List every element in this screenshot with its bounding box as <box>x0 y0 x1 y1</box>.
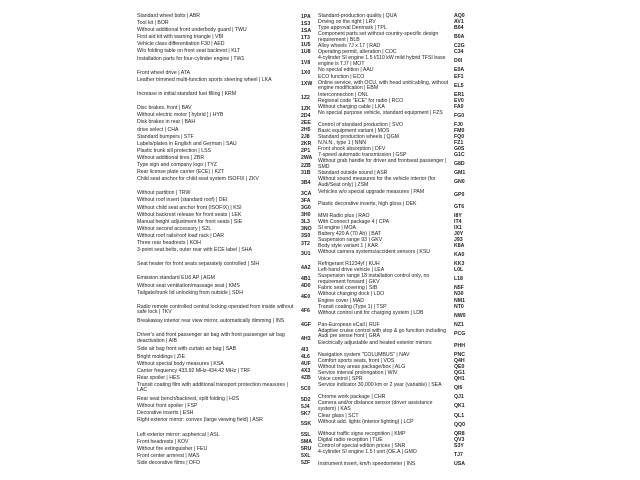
option-description: Without child seat anchor front (ISOFIX) | KSI <box>137 204 242 211</box>
option-code: 5MA <box>301 439 312 446</box>
option-description: Without additional tires | ZBR <box>137 154 205 161</box>
option-code: NM1 <box>454 297 465 304</box>
option-code: 4F6 <box>301 307 310 314</box>
option-description: Without add. lights (interior lighting) | LCP <box>318 418 414 425</box>
option-code: J0Y <box>454 230 464 237</box>
option-code: 1PA <box>301 13 311 20</box>
option-description: Control of standard production | SVO <box>318 121 403 128</box>
option-code: 2H5 <box>301 127 311 134</box>
option-description: Breakaway interior rear view mirror, automatically dimming | INS <box>137 318 285 325</box>
option-description: Suspension range 18 installation control only, no requirement forward | GKV <box>318 273 430 285</box>
option-code: 2P1 <box>301 148 311 155</box>
option-description: Battery 420 A (70 Ah) | BAT <box>318 230 381 237</box>
option-code: 1X0 <box>301 70 311 77</box>
option-description: Without roof insert (standard roof) | DEI <box>137 197 228 204</box>
option-description: Without charging dock | LDO <box>318 291 385 298</box>
option-code: 3FA <box>301 197 311 204</box>
option-description: Control of special edition prices | SNR <box>318 442 406 449</box>
option-description: Standard production wheels | QGM <box>318 134 399 141</box>
option-description: Without front spoiler | FSP <box>137 403 198 410</box>
option-description: 3-point seat belts, outer rear with ECE label | SHA <box>137 247 252 254</box>
option-description: Component parts set without country-specific design requirement | BLB <box>318 31 439 43</box>
option-description: Installation parts for four-cylinder engine | TW1 <box>137 55 245 62</box>
option-code: 3L3 <box>301 219 310 226</box>
option-description: Clear glass | SCT <box>318 412 359 419</box>
option-description: Labels/plates in English and German | SAU <box>137 140 237 147</box>
option-description: Tool kit | BOR <box>137 20 169 27</box>
option-code: K8A <box>454 243 465 250</box>
option-code: PNC <box>454 352 465 358</box>
option-description: Radio remote controlled central locking operated from inside without safe lock | TKV <box>137 303 294 316</box>
option-code: FA0 <box>454 103 464 110</box>
option-code: I8Y <box>454 212 462 219</box>
option-code: L0L <box>454 267 464 274</box>
option-description: Standard outside sound | ASR <box>318 170 388 177</box>
option-description: Front wheel drive | ATA <box>137 69 191 76</box>
option-description: Operating permit, alteration | COC <box>318 49 397 56</box>
option-code: IT4 <box>454 218 462 225</box>
option-code: 4D0 <box>301 283 311 290</box>
option-description: Rear seat bench/backrest, split folding | H2S <box>137 396 240 403</box>
option-description: Without roof rails/roof load rack | DAR <box>137 232 224 239</box>
option-code: QR8 <box>454 430 465 437</box>
option-code: 5XL <box>301 453 311 460</box>
option-description: Camera and/or distance sensor (driver assistance system) | KAS <box>318 400 433 412</box>
option-description: Vehicle class differentiation F30 | AED <box>137 41 225 48</box>
option-code: J93 <box>454 236 463 243</box>
option-code: D0I <box>454 58 463 65</box>
option-code: 5ZF <box>301 460 311 467</box>
option-code: 3CA <box>301 190 312 197</box>
option-description: Regional code "ECE" for radio | RCO <box>318 97 404 104</box>
option-description: Without sound measures for the vehicle interior (for Audi/Seat only) | ZSM <box>318 176 436 189</box>
option-code: S3Y <box>454 442 464 449</box>
option-code: 1T3 <box>301 34 310 41</box>
option-description: Plastic trunk sill protection | LSS <box>137 147 212 154</box>
option-code: FJ0 <box>454 121 463 128</box>
option-description: Side air bag front with curtain air bag | SAB <box>137 346 237 353</box>
option-code: NZ1 <box>454 321 464 328</box>
option-code: QV3 <box>454 436 465 443</box>
option-description: Electrically adjustable and heated exterior mirrors <box>318 339 432 346</box>
option-code: N30 <box>454 291 464 298</box>
option-description: Driver's and front passenger air bag with front passenger air bag deactivation | AIB <box>137 332 285 344</box>
option-description: Disc brakes, front | BAV <box>137 105 192 112</box>
option-code: 1S3 <box>301 20 311 27</box>
option-code: 5K7 <box>301 410 311 417</box>
option-description: Adaptive cruise control with stop & go function including Audi pre sense front | GRA <box>318 327 447 340</box>
option-description: Digital radio reception | TUE <box>318 436 383 443</box>
option-description: Right exterior mirror: convex (large viewing field) | ASR <box>137 417 263 424</box>
option-description: MMI Radio plus | RAO <box>318 212 370 219</box>
option-code: 5C0 <box>301 385 311 392</box>
option-description: Transit coating film with additional transport protection measures | LAC <box>137 381 288 394</box>
option-code: 4B1 <box>301 276 311 283</box>
option-description: Seat heater for front seats separately controlled | SIH <box>137 261 260 268</box>
option-description: Driving on the right | LRV <box>318 19 376 26</box>
option-description: Basic equipment variant | MOS <box>318 128 390 134</box>
option-code: 4A2 <box>301 265 311 272</box>
option-code: G8D <box>454 161 465 168</box>
option-code: 5D2 <box>301 396 311 403</box>
option-description: Without electric motor [ hybrid ] | HYB <box>137 112 224 119</box>
option-description: Without camera systems/accident sensors | KSU <box>318 249 431 256</box>
option-description: Tailgate/trunk lid unlocking from outside | SDH <box>137 289 244 296</box>
option-code: 4I3 <box>301 346 309 353</box>
option-code: Q4H <box>454 358 465 365</box>
option-code: 2KR <box>301 141 312 148</box>
option-code: 4GF <box>301 322 312 329</box>
option-code: 3U1 <box>301 251 311 258</box>
option-description: Front center armrest | MAS <box>137 452 200 459</box>
option-description: Alloy wheels 7J x 17 | RAD <box>318 43 381 50</box>
option-description: Increase in initial standard fuel filling | KRM <box>137 91 237 98</box>
option-description: Without seat ventilation/massage seat | KMS <box>137 282 240 289</box>
option-code: 3S0 <box>301 233 311 240</box>
option-description: Child seat anchor for child seat system ISOFIX | ZKV <box>137 176 259 183</box>
option-description: Body style variant 1 | KAR <box>318 243 379 250</box>
option-code: 4ZB <box>301 375 311 382</box>
option-description: Navigation system "COLUMBUS" | NAV <box>318 351 410 358</box>
option-code: E0A <box>454 67 465 74</box>
option-code: EF1 <box>454 73 464 80</box>
option-code: N5F <box>454 285 464 292</box>
option-description: Side decorative films | DFO <box>137 459 201 466</box>
option-description: Service interval prolongation | WIV <box>318 370 398 377</box>
option-description: Disk brakes in rear | BAH <box>137 119 196 126</box>
option-description: Standard bumpers | STF <box>137 133 194 140</box>
option-description: Without control unit for charging system | LDB <box>318 309 424 316</box>
option-description: No special edition | AAU <box>318 67 374 74</box>
option-description: Leather trimmed multi-function sports steering wheel | LKA <box>137 76 272 83</box>
option-code: C34 <box>454 49 464 56</box>
option-code: EL5 <box>454 82 464 89</box>
option-code: 4X3 <box>301 368 311 375</box>
option-code: G0S <box>454 146 465 153</box>
option-description: Engine cover | MAD <box>318 297 365 304</box>
option-code: QK1 <box>454 403 465 410</box>
option-code: 3H0 <box>301 212 311 219</box>
option-code: USA <box>454 460 465 467</box>
option-code: FG0 <box>454 112 465 119</box>
option-description: Without second accessory | SZL <box>137 225 212 232</box>
option-code: GP0 <box>454 191 465 198</box>
option-code: 2ZB <box>301 162 311 169</box>
option-description: drive select | CHA <box>137 126 179 133</box>
option-description: With Connect package 4 | CPA <box>318 218 390 225</box>
option-description: Standard-production quality | QUA <box>318 13 397 19</box>
option-code: AQ0 <box>454 13 465 20</box>
option-code: EV0 <box>454 97 464 104</box>
option-description: Suspension range 93 | GKV <box>318 236 383 243</box>
option-description: Bright moldings | ZIE <box>137 353 186 360</box>
option-code: 1ZK <box>301 105 311 112</box>
option-code: PHH <box>454 342 465 349</box>
option-description: Three rear headrests | KOH <box>137 240 201 246</box>
option-code: 5SK <box>301 421 312 428</box>
option-code: 5J4 <box>301 403 310 410</box>
option-description: ECO function | ECO <box>318 73 365 80</box>
option-description: Without partition | TRW <box>137 190 191 197</box>
option-code: QL1 <box>454 412 465 419</box>
option-description: N.N.N., type 1 | NNN <box>318 140 367 147</box>
option-code: 1Z2 <box>301 95 310 102</box>
option-description: Online service, with OCU, with head unit/cabling, without engine modification | EBM <box>318 79 449 92</box>
option-description: Vehicles w/o special upgrade measures | PAM <box>318 188 425 195</box>
option-description: Instrument insert, km/h speedometer | INS <box>318 460 416 467</box>
option-description: Refrigerant R1234yf | KUH <box>318 261 380 268</box>
option-code: KK3 <box>454 261 465 268</box>
option-description: Manual height adjustment for front seats | SIE <box>137 218 243 225</box>
option-code: AV1 <box>454 19 464 26</box>
option-code: IX1 <box>454 224 462 231</box>
option-code: 1U5 <box>301 41 311 48</box>
option-code: NW0 <box>454 312 466 319</box>
option-description: Plastic decorative inserts, high gloss | DEK <box>318 200 417 207</box>
option-code: 2D4 <box>301 112 311 119</box>
option-code: TJ7 <box>454 451 463 458</box>
option-code: 2EE <box>301 119 311 126</box>
option-description: SI engine | MOA <box>318 224 356 231</box>
option-code: 1XW <box>301 80 313 87</box>
option-code: 1SA <box>301 27 312 34</box>
option-code: 3B4 <box>301 180 311 187</box>
option-description: Front shock absorption | DFV <box>318 146 386 153</box>
option-code: QJ1 <box>454 394 464 401</box>
option-description: Type sign and company logo | TYZ <box>137 161 217 168</box>
option-description: 7-speed automatic transmission | GSP <box>318 152 407 159</box>
option-code: 3G0 <box>301 205 311 212</box>
option-description: Rear license plate carrier (ECE) | KZT <box>137 169 225 176</box>
option-code: 3T2 <box>301 240 310 247</box>
option-description: Without special body measures | KSA <box>137 360 224 367</box>
option-code: 1U8 <box>301 49 311 56</box>
option-description: Interconnection | ONL <box>318 91 369 98</box>
option-description: Decorative inserts | ESH <box>137 410 194 417</box>
option-description: W/o folding table on front seat backrest | KLT <box>137 48 241 55</box>
option-description: Chrome work package | CHR <box>318 394 386 401</box>
option-code: NT0 <box>454 303 464 310</box>
option-description: Without fire extinguisher | FEU <box>137 445 208 452</box>
option-code: B0A <box>454 34 465 41</box>
option-description: Transit coating (Type 1) | TSP <box>318 303 387 310</box>
option-description: Without traffic signs recognition | KMP <box>318 430 406 437</box>
option-code: 4UF <box>301 361 311 368</box>
option-code: 4L6 <box>301 354 310 361</box>
option-description: Without grab handle for driver and frontseat passenger | SMD <box>318 158 447 170</box>
option-code: ER1 <box>454 91 465 98</box>
option-code: KA0 <box>454 252 465 259</box>
option-code: QI6 <box>454 385 463 392</box>
option-description: Service indicator 30,000 km or 2 year (variable) | SEA <box>318 382 442 389</box>
option-description: 4-cylinder SI engine 1.5 l/110 kW mild hybrid TFSI base engine is TJ7 | MOT <box>318 55 446 67</box>
option-code: 5RU <box>301 446 312 453</box>
option-description: Left-hand drive vehicle | LEA <box>318 267 385 274</box>
option-description: Fabric seat covering | SIB <box>318 285 378 292</box>
option-code: QH1 <box>454 376 465 383</box>
option-description: Pan-European eCall | RUF <box>318 321 380 328</box>
option-code: B04 <box>454 25 464 32</box>
option-description: Type approval Denmark | TPL <box>318 25 387 32</box>
option-code: QQ0 <box>454 421 465 428</box>
option-description: Standard wheel bolts | ABR <box>137 13 201 19</box>
option-code: 31B <box>301 169 311 176</box>
option-description: Without charging cable | LKA <box>318 103 385 110</box>
option-code: PCG <box>454 330 466 337</box>
option-code: GM1 <box>454 170 466 177</box>
option-description: 4-cylinder SI engine 1.5 l unit (OE.A | GMO <box>318 448 417 455</box>
option-code: C2G <box>454 43 465 50</box>
option-code: FM0 <box>454 128 465 135</box>
option-code: 2J8 <box>301 134 310 141</box>
option-code: 2WA <box>301 155 313 162</box>
option-code: FZ1 <box>454 140 464 147</box>
option-code: QE0 <box>454 364 465 371</box>
option-description: Emission standard EU6 AP | AGM <box>137 275 215 282</box>
option-description: Without backrest release for front seats | LEK <box>137 211 242 218</box>
option-code: L18 <box>454 276 463 283</box>
option-code: GT6 <box>454 203 465 210</box>
option-code: GN0 <box>454 179 465 186</box>
option-description: Left exterior mirror: aspherical | ASL <box>137 431 220 438</box>
option-code: QG1 <box>454 370 465 377</box>
option-description: Without additional front underbody guard | TWU <box>137 27 247 34</box>
option-code: FQ0 <box>454 134 465 141</box>
option-description: Carrier frequency 433.92 MHz-434.42 MHz | TRF <box>137 367 251 374</box>
option-code: 5SL <box>301 432 311 439</box>
option-code: 1V8 <box>301 59 311 66</box>
option-code: 4E0 <box>301 293 311 300</box>
option-description: No special purpose vehicle, standard equipment | FZS <box>318 109 443 116</box>
option-description: Comfort sports seats, front | VOS <box>318 358 395 365</box>
option-description: Without tray areas package/box | ALG <box>318 364 406 371</box>
option-description: Rear spoiler | HES <box>137 374 180 381</box>
option-description: Front headrests | KOV <box>137 438 189 445</box>
option-description: First aid kit with warning triangle | VBI <box>137 34 224 41</box>
option-code: 3NO <box>301 226 312 233</box>
option-code: 4H3 <box>301 336 311 343</box>
option-code: G1C <box>454 152 465 159</box>
option-description: Voice control | SPR <box>318 376 363 383</box>
